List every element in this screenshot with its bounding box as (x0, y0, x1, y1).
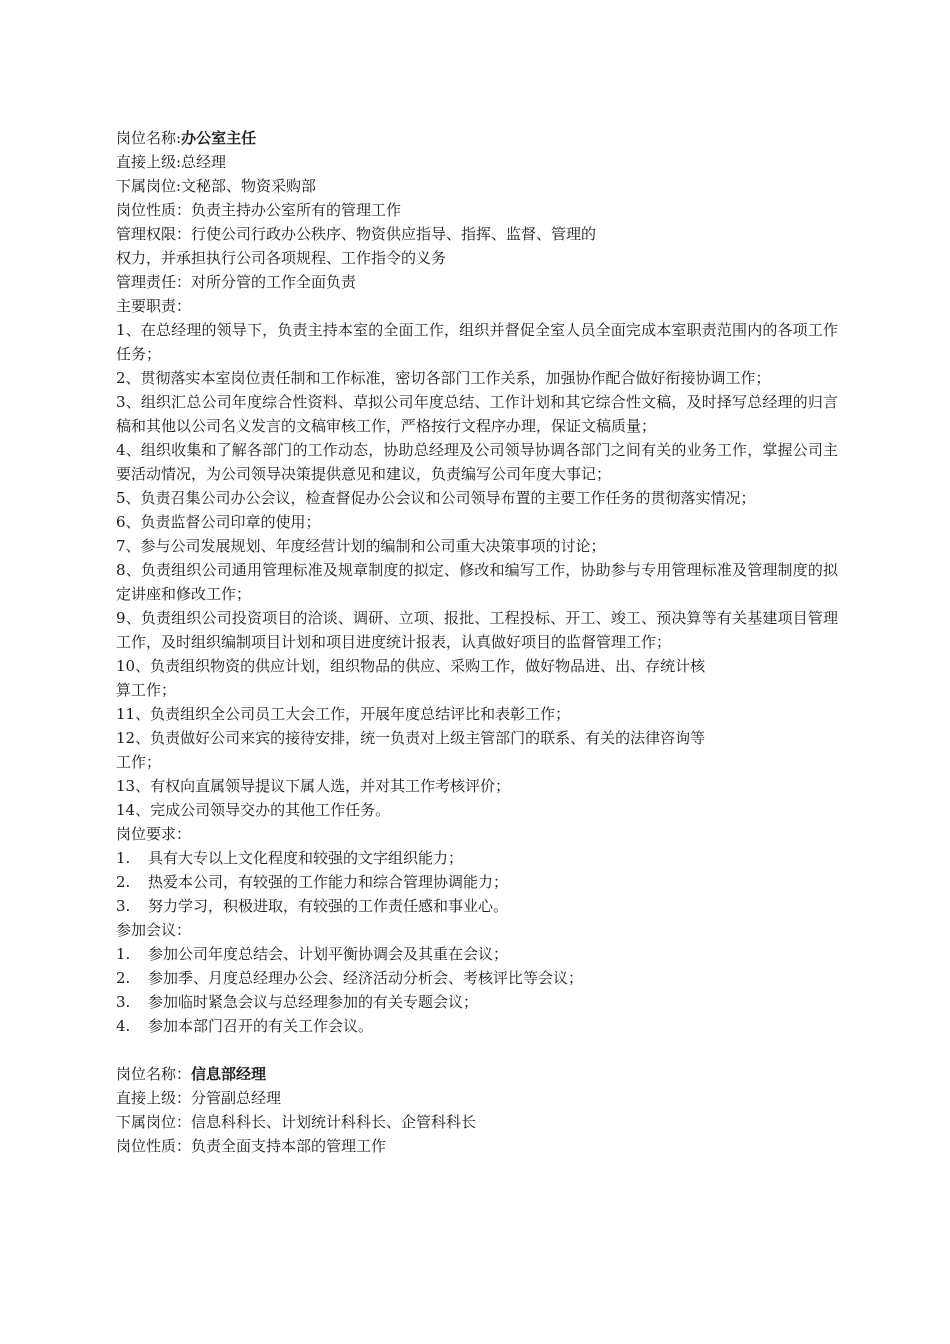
meeting-item (116, 966, 838, 990)
position-title-value: 办公室主任 (181, 129, 257, 147)
meeting-number: 1. (116, 945, 131, 963)
requirement-text: 具有大专以上文化程度和较强的文字组织能力； (148, 849, 464, 867)
position-title-line (116, 126, 838, 150)
duty-item: 2、贯彻落实本室岗位责任制和工作标准，密切各部门工作关系，加强协作配合做好衔接协调工作； (116, 369, 771, 387)
meeting-item (116, 942, 838, 966)
meeting-item (116, 990, 838, 1014)
duty-item: 1、在总经理的领导下，负责主持本室的全面工作，组织并督促全室人员全面完成本室职责范围内的各项工作任务； (116, 321, 838, 363)
position-title-value-2: 信息部经理 (191, 1065, 267, 1083)
subordinate-positions-2: 下属岗位：信息科科长、计划统计科科长、企管科科长 (116, 1113, 477, 1131)
meeting-text: 参加本部门召开的有关工作会议。 (148, 1017, 374, 1035)
management-responsibility: 管理责任：对所分管的工作全面负责 (116, 273, 357, 291)
duty-item-13: 13、有权向直属领导提议下属人选，并对其工作考核评价； (116, 777, 511, 795)
duties-heading: 主要职责： (116, 297, 192, 315)
requirements-heading: 岗位要求： (116, 825, 192, 843)
position-nature: 岗位性质：负责主持办公室所有的管理工作 (116, 201, 402, 219)
requirement-text: 热爱本公司，有较强的工作能力和综合管理协调能力； (148, 873, 509, 891)
meeting-number: 2. (116, 969, 131, 987)
duty-item: 5、负责召集公司办公会议，检查督促办公会议和公司领导布置的主要工作任务的贯彻落实情况； (116, 489, 756, 507)
meeting-item (116, 1014, 838, 1038)
position-title-label: 岗位名称: (116, 129, 182, 147)
management-authority-line2: 权力，并承担执行公司各项规程、工作指令的义务 (116, 249, 447, 267)
requirement-item (116, 894, 838, 918)
duty-item-11: 11、负责组织全公司员工大会工作，开展年度总结评比和表彰工作； (116, 705, 571, 723)
meeting-text: 参加临时紧急会议与总经理参加的有关专题会议； (148, 993, 479, 1011)
duty-item: 9、负责组织公司投资项目的洽谈、调研、立项、报批、工程投标、开工、竣工、预决算等有关基建项目管理工作，及时组织编制项目计划和项目进度统计报表，认真做好项目的监督管理工作； (116, 609, 838, 651)
requirement-number: 2. (116, 873, 131, 891)
direct-superior: 直接上级:总经理 (116, 153, 227, 171)
duty-item: 4、组织收集和了解各部门的工作动态，协助总经理及公司领导协调各部门之间有关的业务工作，掌握公司主要活动情况，为公司领导决策提供意见和建议，负责编写公司年度大事记； (116, 441, 838, 483)
duty-item-10-line2: 算工作； (116, 681, 177, 699)
section-spacer (116, 1038, 838, 1062)
duty-item-14: 14、完成公司领导交办的其他工作任务。 (116, 801, 391, 819)
meeting-text: 参加公司年度总结会、计划平衡协调会及其重在会议； (148, 945, 509, 963)
document-body (116, 126, 838, 1158)
duty-item: 7、参与公司发展规划、年度经营计划的编制和公司重大决策事项的讨论； (116, 537, 606, 555)
requirement-item (116, 846, 838, 870)
duty-item: 8、负责组织公司通用管理标准及规章制度的拟定、修改和编写工作，协助参与专用管理标准及管理制度的拟定讲座和修改工作； (116, 561, 838, 603)
subordinate-positions: 下属岗位:文秘部、物资采购部 (116, 177, 317, 195)
management-authority-line1: 管理权限：行使公司行政办公秩序、物资供应指导、指挥、监督、管理的 (116, 225, 597, 243)
direct-superior-2: 直接上级：分管副总经理 (116, 1089, 282, 1107)
requirement-text: 努力学习，积极进取，有较强的工作责任感和事业心。 (148, 897, 509, 915)
meeting-number: 4. (116, 1017, 131, 1035)
duty-item-10-line1: 10、负责组织物资的供应计划，组织物品的供应、采购工作，做好物品进、出、存统计核 (116, 657, 706, 675)
meeting-text: 参加季、月度总经理办公会、经济活动分析会、考核评比等会议； (148, 969, 584, 987)
position-nature-2: 岗位性质：负责全面支持本部的管理工作 (116, 1137, 387, 1155)
requirement-number: 3. (116, 897, 131, 915)
duty-item: 3、组织汇总公司年度综合性资料、草拟公司年度总结、工作计划和其它综合性文稿，及时择写总经理的归言稿和其他以公司名义发言的文稿审核工作，严格按行文程序办理，保证文稿质量； (116, 393, 838, 435)
requirement-item (116, 870, 838, 894)
position-title-label-2: 岗位名称： (116, 1065, 192, 1083)
meetings-heading: 参加会议： (116, 921, 192, 939)
duty-item-12-line2: 工作； (116, 753, 162, 771)
duty-item: 6、负责监督公司印章的使用； (116, 513, 321, 531)
duty-item-12-line1: 12、负责做好公司来宾的接待安排，统一负责对上级主管部门的联系、有关的法律咨询等 (116, 729, 706, 747)
position-title-line-2 (116, 1062, 838, 1086)
meeting-number: 3. (116, 993, 131, 1011)
requirement-number: 1. (116, 849, 131, 867)
